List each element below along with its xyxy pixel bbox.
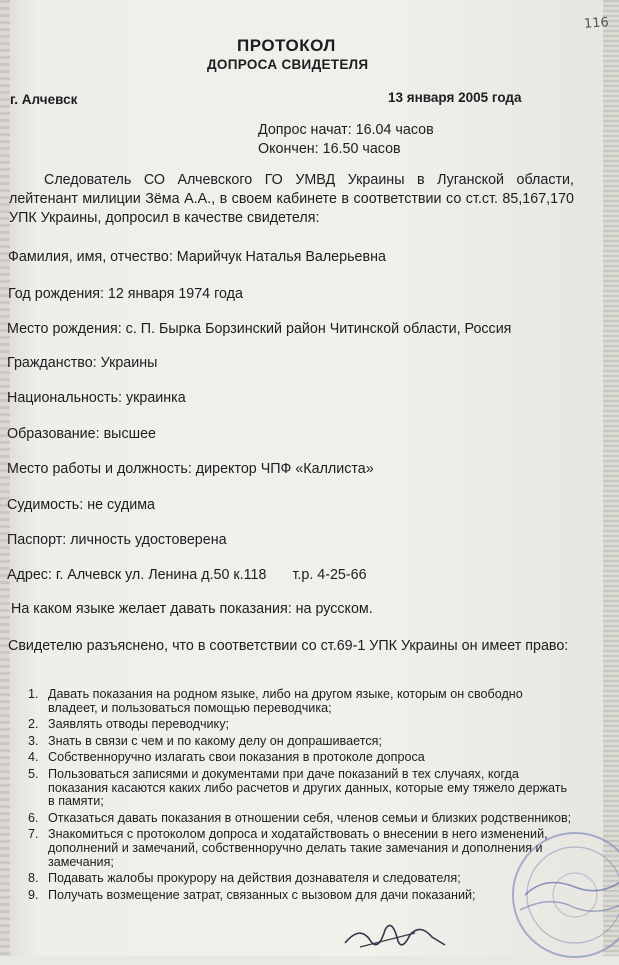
field-nationality [7, 390, 186, 406]
field-label: Судимость: [7, 497, 84, 513]
field-label: Год рождения: [8, 286, 104, 302]
city: г. Алчевск [10, 92, 78, 107]
field-label: Фамилия, имя, отчество: [8, 249, 173, 265]
field-citizenship [7, 355, 157, 371]
field-label: Адрес: [7, 567, 52, 583]
interrogation-end: Окончен: 16.50 часов [258, 141, 401, 157]
field-value: высшее [103, 426, 156, 442]
rights-intro: Свидетелю разъяснено, что в соответствии со ст.69-1 УПК Украины он имеет право: [8, 638, 569, 654]
official-stamp [505, 825, 619, 965]
field-value: на русском. [295, 601, 373, 617]
field-value: г. Алчевск ул. Ленина д.50 к.118 [55, 567, 267, 583]
field-passport [7, 532, 227, 548]
list-item: 4. Собственноручно излагать свои показания в протоколе допроса [28, 750, 425, 765]
list-item: 5. Пользоваться записями и документами при даче показаний в тех случаях, когда показания касаются каких либо расчетов и других данных, которые ему тяжело держать в памяти; [28, 766, 568, 809]
scan-edge-left [0, 0, 10, 956]
field-workplace [7, 461, 374, 477]
field-label: Образование: [7, 426, 100, 442]
document-subtitle: ДОПРОСА СВИДЕТЕЛЯ [207, 57, 369, 72]
field-education [7, 426, 156, 442]
testimony-language [11, 601, 373, 617]
field-value: личность удостоверена [70, 532, 227, 548]
field-value: 12 января 1974 года [107, 286, 243, 302]
list-item: 2. Заявлять отводы переводчику; [28, 717, 229, 732]
scan-edge-right [603, 0, 619, 956]
list-item: 1. Давать показания на родном языке, либо на другом языке, которым он свободно владеет, и пользоваться помощью переводчика; [28, 687, 523, 715]
field-value: украинка [126, 390, 186, 406]
field-label: На каком языке желает давать показания: [11, 601, 292, 617]
field-address [7, 567, 367, 583]
field-label: Место рождения: [7, 321, 122, 337]
field-value: Марийчук Наталья Валерьевна [176, 249, 386, 265]
interrogation-start: Допрос начат: 16.04 часов [258, 122, 434, 138]
list-item: 8. Подавать жалобы прокурору на действия дознавателя и следователя; [28, 871, 461, 886]
document-date: 13 января 2005 года [388, 90, 522, 105]
rights-list [28, 688, 573, 905]
field-label: Паспорт: [7, 532, 67, 548]
field-label: Место работы и должность: [7, 461, 192, 477]
field-birth-date [8, 286, 243, 302]
field-value: не судима [87, 497, 155, 513]
field-birth-place [7, 321, 511, 337]
page-number: 116 [583, 15, 610, 32]
intro-paragraph: Следователь СО Алчевского ГО УМВД Украины в Луганской области, лейтенант милиции Зёма А.А., в своем кабинете в соответствии со ст.ст. 85,167,170 УПК Украины, допросил в качестве свидетеля: [9, 172, 574, 226]
field-full-name [8, 249, 386, 265]
list-item: 7. Знакомиться с протоколом допроса и ходатайствовать о внесении в него изменений, дополнений и замечаний, собственноручно делать такие замечания и дополнения и замечания; [28, 827, 548, 869]
list-item: 6. Отказаться давать показания в отношении себя, членов семьи и близких родственников; [28, 810, 572, 825]
field-criminal-record [7, 497, 155, 513]
document-title: ПРОТОКОЛ [237, 36, 336, 55]
list-item: 3. Знать в связи с чем и по какому делу он допрашивается; [28, 733, 382, 748]
field-label: Национальность: [7, 390, 123, 406]
field-value: директор ЧПФ «Каллиста» [195, 461, 374, 477]
field-label: Гражданство: [7, 355, 97, 371]
field-value: Украины [100, 355, 158, 371]
witness-signature [340, 915, 450, 955]
list-item: 9. Получать возмещение затрат, связанных с вызовом для дачи показаний; [28, 887, 476, 902]
field-phone: т.р. 4-25-66 [292, 567, 367, 583]
field-value: с. П. Бырка Борзинский район Читинской области, Россия [125, 321, 512, 337]
